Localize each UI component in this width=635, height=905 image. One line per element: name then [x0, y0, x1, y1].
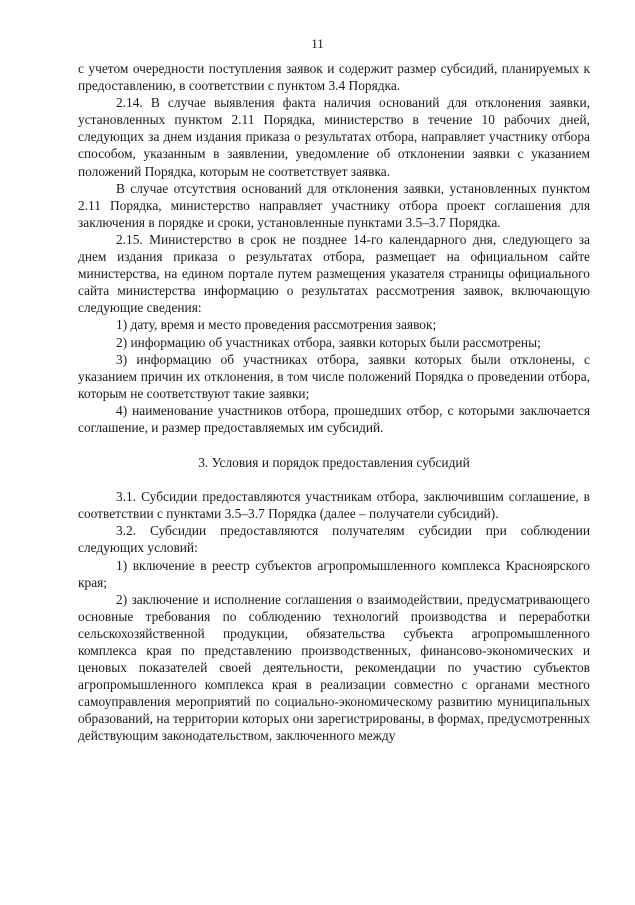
list-item-3: 3) информацию об участниках отбора, заявки которых были отклонены, с указанием причин их отклонения, в том числе положений Порядка о проведении отбора, которым не соответствуют такие заявки;: [78, 351, 590, 401]
paragraph-3-1: 3.1. Субсидии предоставляются участникам отбора, заключившим соглашение, в соответствии с пунктами 3.5–3.7 Порядка (далее – получатели субсидий).: [78, 489, 590, 522]
paragraph-absence-of-grounds: В случае отсутствия оснований для отклонения заявки, установленных пунктом 2.11 Порядка, министерство направляет участнику отбора проект соглашения для заключения в порядке и сроки, установленные пунктами 3.5–3.7 Порядка.: [78, 180, 590, 230]
list-item-4: 4) наименование участников отбора, прошедших отбор, с которыми заключается соглашение, и размер предоставляемых им субсидий.: [78, 402, 590, 435]
list-item-1: 1) дату, время и место проведения рассмотрения заявок;: [116, 317, 437, 333]
paragraph-continuation: с учетом очередности поступления заявок и содержит размер субсидий, планируемых к предоставлению, в соответствии с пунктом 3.4 Порядка.: [78, 61, 590, 94]
paragraph-2-15: 2.15. Министерство в срок не позднее 14-го календарного дня, следующего за днем издания приказа о результатах отбора, размещает на официальном сайте министерства, на едином портале путем размещения указателя страницы официального сайта министерства информацию о результатах рассмотрения заявок, включающую следующие сведения:: [78, 231, 590, 316]
document-body: [78, 60, 590, 745]
paragraph-2-14: 2.14. В случае выявления факта наличия оснований для отклонения заявки, установленных пунктом 2.11 Порядка, министерство в течение 10 рабочих дней, следующих за днем издания приказа о результатах отбора, направляет участнику отбора способом, указанным в заявлении, уведомление об отклонении заявки с указанием положений Порядка, которым не соответствует заявка.: [78, 95, 590, 179]
list-item-2: 2) информацию об участниках отбора, заявки которых были рассмотрены;: [116, 334, 541, 350]
condition-item-2: 2) заключение и исполнение соглашения о взаимодействии, предусматривающего основные требования по соблюдению технологий производства и переработки сельскохозяйственной продукции, обязательства субъекта агропромышленного комплекса края по представлению производственных, финансово-экономических и ценовых показателей своей деятельности, рекомендации по участию субъектов агропромышленного комплекса края в реализации совместно с органами местного самоуправления мероприятий по социально-экономическому развитию муниципальных образований, на территории которых они зарегистрированы, в формах, предусмотренных действующим законодательством, заключенного между: [78, 591, 590, 744]
section-heading: 3. Условия и порядок предоставления субсидий: [198, 455, 470, 471]
page-number: 11: [311, 36, 324, 51]
condition-item-1: 1) включение в реестр субъектов агропромышленного комплекса Красноярского края;: [78, 557, 590, 590]
paragraph-3-2: 3.2. Субсидии предоставляются получателям субсидии при соблюдении следующих условий:: [78, 523, 590, 556]
